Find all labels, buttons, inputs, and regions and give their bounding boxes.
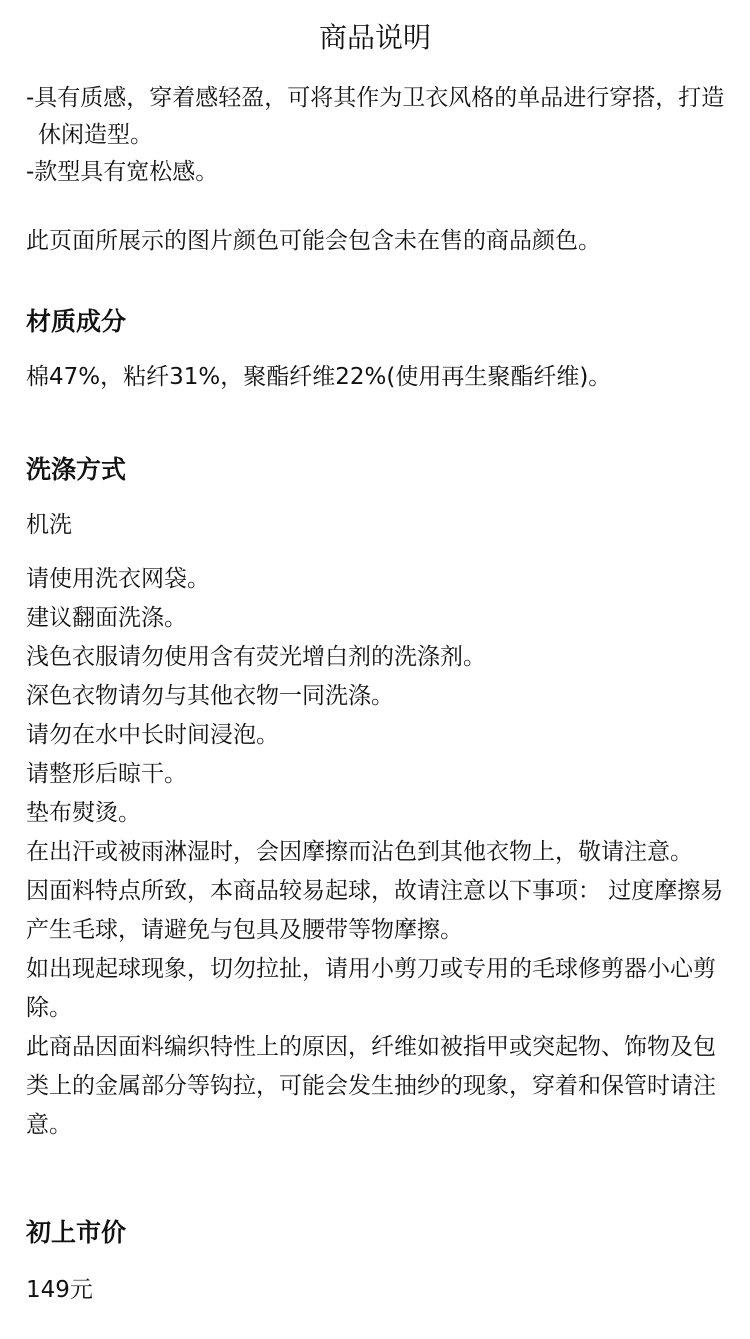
washing-method: 机洗 <box>26 512 72 538</box>
price-heading: 初上市价 <box>26 1218 127 1247</box>
care-item: 在出汗或被雨淋湿时，会因摩擦而沾色到其他衣物上，敬请注意。 <box>26 839 693 865</box>
intro-bullets <box>26 80 726 191</box>
care-item: 此商品因面料编织特性上的原因，纤维如被指甲或突起物、饰物及包类上的金属部分等钩拉，可能会发生抽纱的现象，穿着和保管时请注意。 <box>26 1034 716 1138</box>
color-disclaimer: 此页面所展示的图片颜色可能会包含未在售的商品颜色。 <box>26 228 601 254</box>
intro-bullet: -具有质感，穿着感轻盈，可将其作为卫衣风格的单品进行穿搭，打造休闲造型。 <box>26 85 725 148</box>
washing-heading: 洗涤方式 <box>26 455 127 484</box>
care-item: 深色衣物请勿与其他衣物一同洗涤。 <box>26 683 394 709</box>
price-text: 149元 <box>26 1277 93 1303</box>
care-instructions-list <box>26 560 726 1145</box>
care-item: 请整形后晾干。 <box>26 761 187 787</box>
page-title: 商品说明 <box>318 21 431 54</box>
material-heading: 材质成分 <box>26 307 127 336</box>
care-item: 垫布熨烫。 <box>26 800 141 826</box>
care-item: 因面料特点所致，本商品较易起球，故请注意以下事项： 过度摩擦易产生毛球，请避免与包具及腰带等物摩擦。 <box>26 878 724 943</box>
care-item: 浅色衣服请勿使用含有荧光增白剂的洗涤剂。 <box>26 644 486 670</box>
care-item: 如出现起球现象，切勿拉扯，请用小剪刀或专用的毛球修剪器小心剪除。 <box>26 956 716 1021</box>
care-item: 请勿在水中长时间浸泡。 <box>26 722 279 748</box>
material-text: 棉47%，粘纤31%，聚酯纤维22%(使用再生聚酯纤维)。 <box>26 364 612 390</box>
intro-bullet: -款型具有宽松感。 <box>26 159 219 185</box>
care-item: 建议翻面洗涤。 <box>26 605 187 631</box>
care-item: 请使用洗衣网袋。 <box>26 566 210 592</box>
